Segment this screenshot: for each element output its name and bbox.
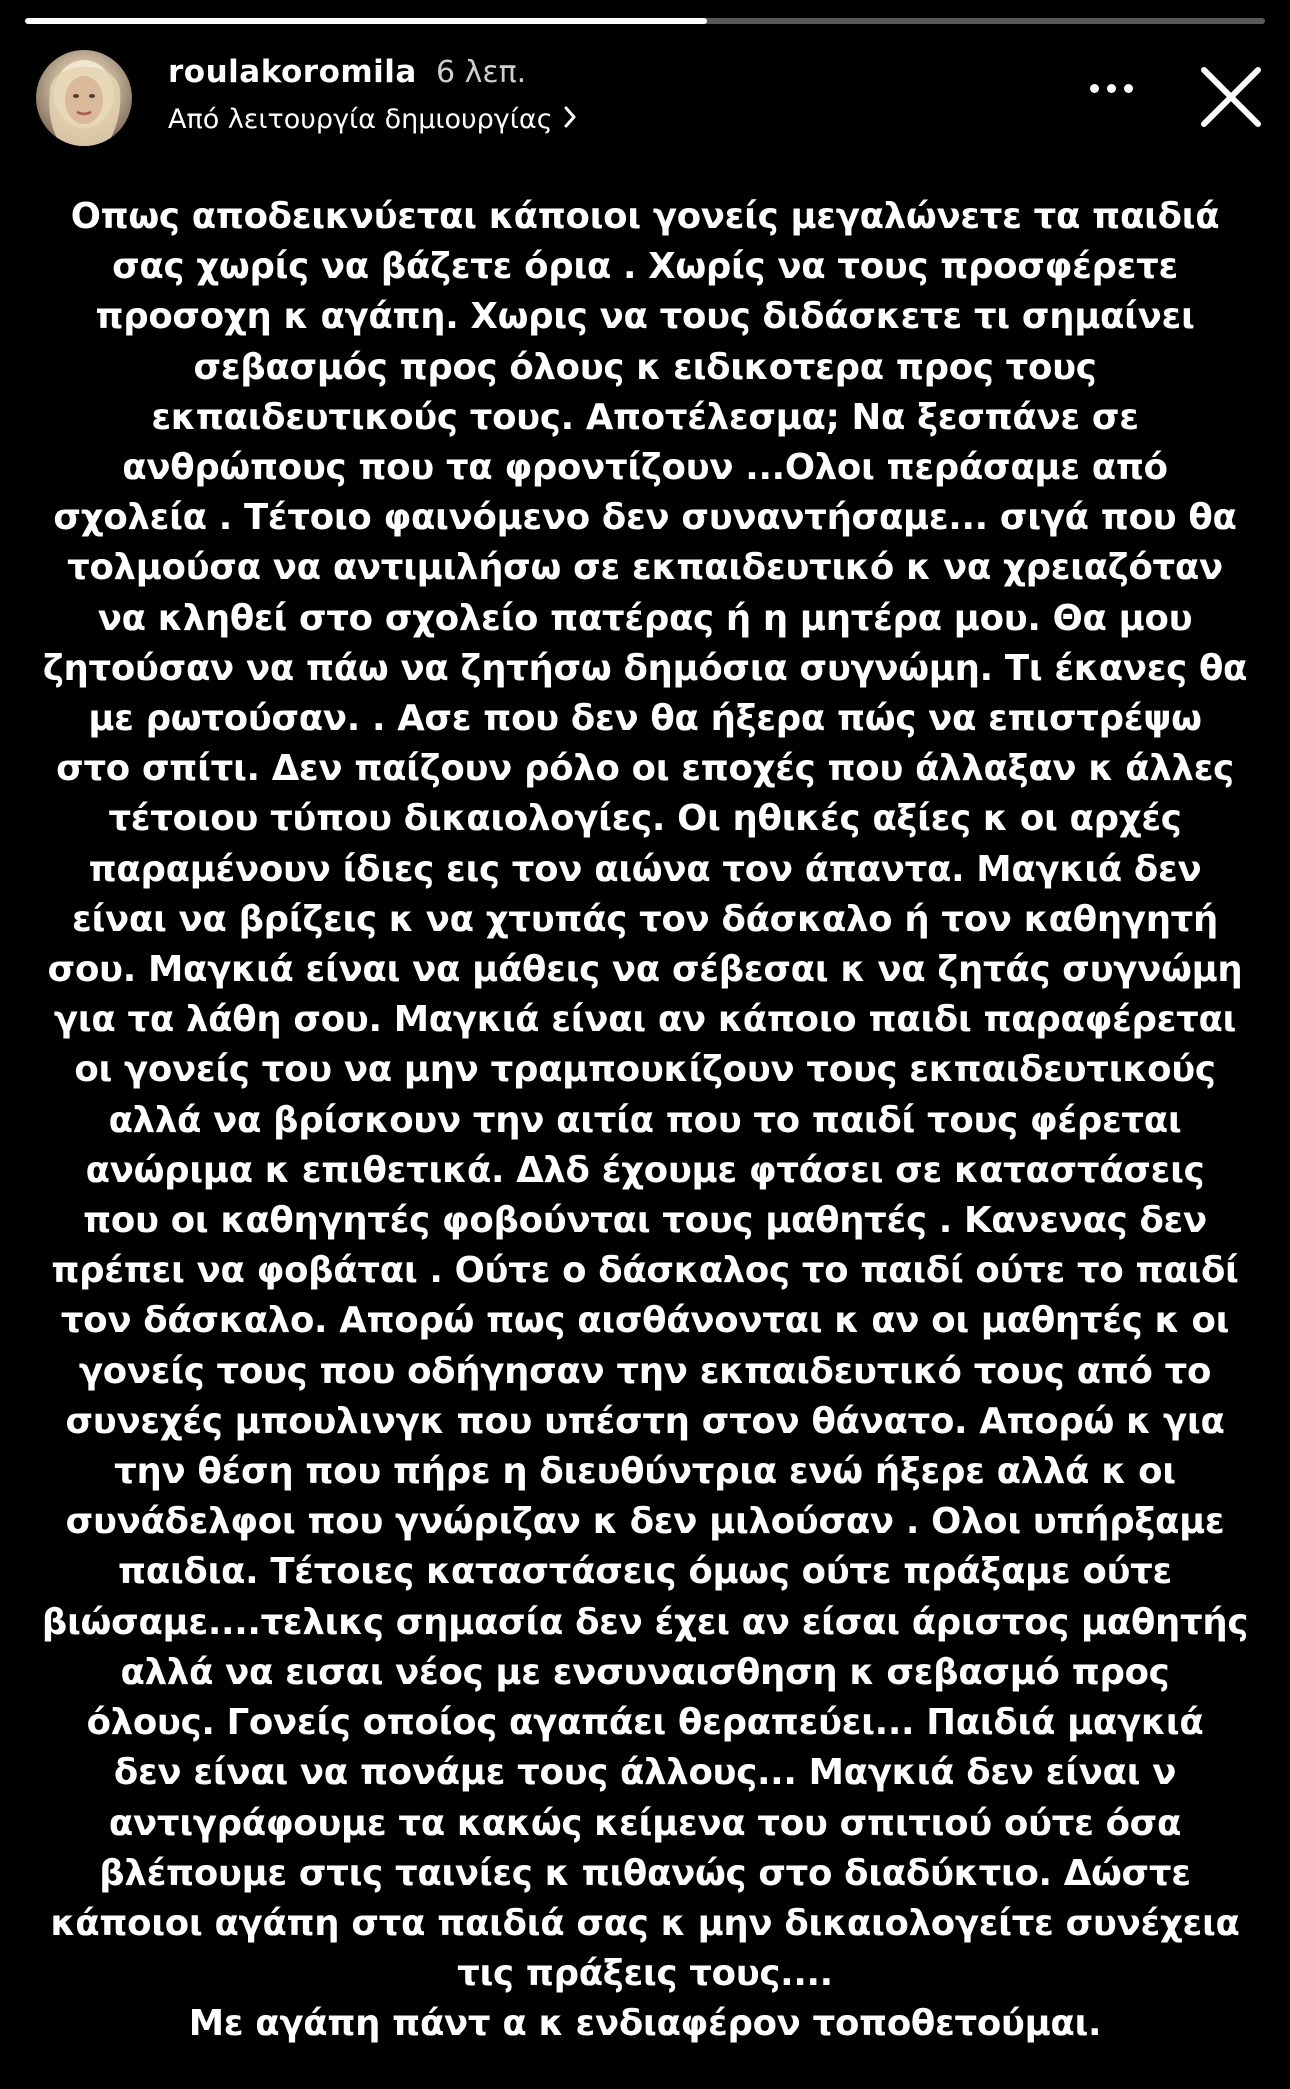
- chevron-right-icon: [563, 105, 577, 134]
- story-text-body: [18, 192, 1272, 2050]
- story-text-line: σεβασμός προς όλους κ ειδικοτερα προς τους: [193, 346, 1097, 388]
- story-text-line: γονείς τους που οδήγησαν την εκπαιδευτικό τους από το: [78, 1350, 1212, 1392]
- close-button[interactable]: [1196, 62, 1266, 132]
- story-text-line: οι γονείς του να μην τραμπουκίζουν τους εκπαιδευτικούς: [74, 1049, 1216, 1091]
- story-text-line: που οι καθηγητές φοβούνται τους μαθητές . Κανενας δεν: [83, 1200, 1207, 1242]
- story-text-line: για τα λάθη σου. Μαγκιά είναι αν κάποιο παιδι παραφέρεται: [53, 999, 1237, 1041]
- story-text-line: Με αγάπη πάντ α κ ενδιαφέρον τοποθετούμαι.: [188, 2003, 1102, 2045]
- avatar-photo-icon: [36, 50, 132, 146]
- story-text-line: είναι να βρίζεις κ να χτυπάς τον δάσκαλο ή τον καθηγητή: [71, 898, 1219, 940]
- story-text-line: τον δάσκαλο. Απορώ πως αισθάνονται κ αν οι μαθητές κ οι: [60, 1300, 1230, 1342]
- story-text-line: προσοχη κ αγάπη. Χωρις να τους διδάσκετε τι σημαίνει: [95, 296, 1195, 338]
- story-text-line: με ρωτούσαν. . Ασε που δεν θα ήξερα πώς να επιστρέψω: [88, 698, 1202, 740]
- story-text-line: κάποιοι αγάπη στα παιδιά σας κ μην δικαιολογείτε συνέχεια: [50, 1902, 1240, 1944]
- story-text-line: τολμούσα να αντιμιλήσω σε εκπαιδευτικό κ να χρειαζόταν: [67, 547, 1223, 589]
- story-text-line: συνάδελφοι που γνώριζαν κ δεν μιλούσαν . Ολοι υπήρξαμε: [65, 1501, 1225, 1543]
- story-text-line: ανθρώπους που τα φροντίζουν ...Ολοι περάσαμε από: [122, 447, 1168, 489]
- more-horizontal-icon: [1090, 84, 1099, 93]
- story-text-line: πρέπει να φοβάται . Ούτε ο δάσκαλος το παιδί ούτε το παιδί: [51, 1250, 1239, 1292]
- story-text-line: παιδια. Τέτοιες καταστάσεις όμως ούτε πράξαμε ούτε: [118, 1551, 1172, 1593]
- story-text-line: ζητούσαν να πάω να ζητήσω δημόσια συγνώμη. Τι έκανες θα: [42, 647, 1248, 689]
- story-text-line: συνεχές μπουλινγκ που υπέστη στον θάνατο. Απορώ κ για: [65, 1400, 1225, 1442]
- story-text-line: τέτοιου τύπου δικαιολογίες. Οι ηθικές αξίες κ οι αρχές: [108, 798, 1182, 840]
- story-text-line: τις πράξεις τους....: [457, 1953, 833, 1995]
- creation-mode-link[interactable]: [168, 104, 577, 135]
- more-options-button[interactable]: [1080, 68, 1142, 108]
- story-text-line: ανώριμα κ επιθετικά. Δλδ έχουμε φτάσει σε καταστάσεις: [85, 1149, 1205, 1191]
- story-header: [0, 40, 1290, 160]
- story-text-line: δεν είναι να πονάμε τους άλλους... Μαγκιά δεν είναι ν: [113, 1752, 1177, 1794]
- story-text-line: σας χωρίς να βάζετε όρια . Χωρίς να τους προσφέρετε: [112, 246, 1178, 288]
- more-dot: [1124, 84, 1133, 93]
- more-dot: [1107, 84, 1116, 93]
- creation-mode-label: Από λειτουργία δημιουργίας: [168, 104, 553, 135]
- close-icon: [1196, 62, 1266, 132]
- username[interactable]: roulakoromila: [168, 54, 417, 90]
- story-text-line: στο σπίτι. Δεν παίζουν ρόλο οι εποχές που άλλαξαν κ άλλες: [56, 748, 1234, 790]
- story-progress-bar: [25, 18, 1265, 24]
- story-text-line: βιώσαμε....τελικς σημασία δεν έχει αν είσαι άριστος μαθητής: [41, 1601, 1249, 1643]
- story-text-line: να κληθεί στο σχολείο πατέρας ή η μητέρα μου. Θα μου: [97, 597, 1193, 639]
- story-text-line: σου. Μαγκιά είναι να μάθεις να σέβεσαι κ να ζητάς συγνώμη: [47, 949, 1243, 991]
- story-text-line: Οπως αποδεικνύεται κάποιοι γονείς μεγαλώνετε τα παιδιά: [70, 196, 1220, 237]
- avatar[interactable]: [36, 50, 132, 146]
- story-text-line: την θέση που πήρε η διευθύντρια ενώ ήξερε αλλά κ οι: [114, 1451, 1176, 1493]
- post-timestamp: 6 λεπ.: [436, 55, 527, 90]
- story-progress-fill: [25, 18, 707, 24]
- story-text-line: σχολεία . Τέτοιο φαινόμενο δεν συναντήσαμε... σιγά που θα: [53, 497, 1237, 539]
- story-text-line: αλλά να εισαι νέος με ενσυναισθηση κ σεβασμό προς: [120, 1651, 1170, 1693]
- story-text-line: εκπαιδευτικούς τους. Αποτέλεσμα; Να ξεσπάνε σε: [151, 396, 1139, 438]
- story-text-line: παραμένουν ίδιες εις τον αιώνα τον άπαντα. Μαγκιά δεν: [88, 848, 1202, 890]
- story-text-line: αντιγράφουμε τα κακώς κείμενα του σπιτιού ούτε όσα: [108, 1802, 1182, 1844]
- story-text-line: αλλά να βρίσκουν την αιτία που το παιδί τους φέρεται: [108, 1099, 1182, 1141]
- story-text-line: βλέπουμε στις ταινίες κ πιθανώς στο διαδύκτιο. Δώστε: [99, 1852, 1191, 1894]
- story-text-line: όλους. Γονείς οποίος αγαπάει θεραπεύει... Παιδιά μαγκιά: [86, 1702, 1204, 1744]
